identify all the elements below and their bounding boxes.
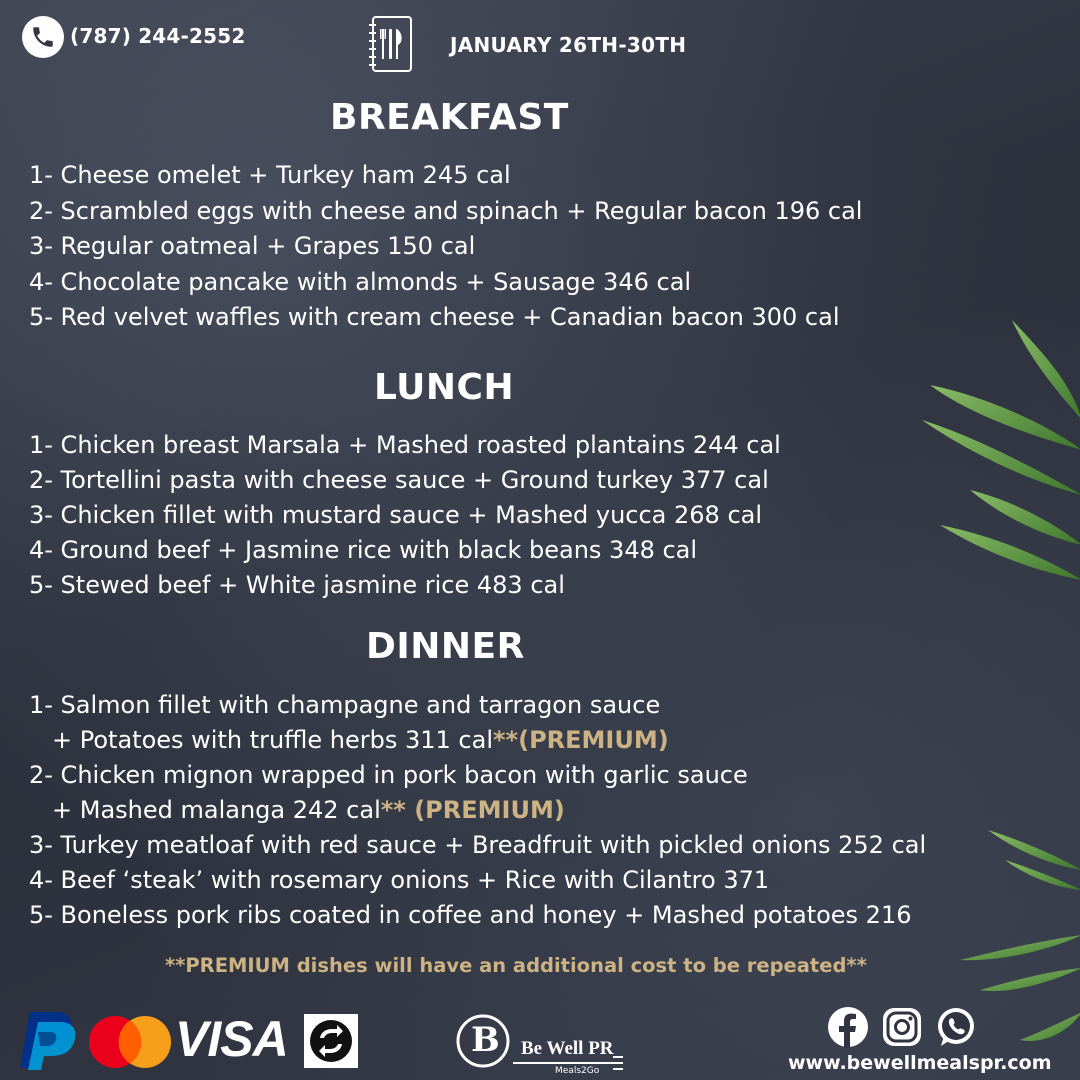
phone-number[interactable]: (787) 244-2552 <box>70 24 246 48</box>
website-link[interactable]: www.bewellmealspr.com <box>788 1052 1052 1074</box>
list-item-text: + Potatoes with truffle herbs 311 cal <box>52 726 493 754</box>
logo-letter: B <box>471 1020 500 1060</box>
dinner-list <box>29 688 926 933</box>
be-well-logo <box>455 1005 630 1080</box>
paypal-icon <box>16 1010 78 1070</box>
list-item: 5- Stewed beef + White jasmine rice 483 cal <box>29 571 565 599</box>
brand-name: Be Well PR <box>521 1038 614 1059</box>
list-item: 1- Chicken breast Marsala + Mashed roasted plantains 244 cal <box>29 431 781 459</box>
list-item: 1- Salmon fillet with champagne and tarragon sauce <box>29 691 661 719</box>
list-item-text: + Mashed malanga 242 cal <box>52 796 381 824</box>
dinner-title: DINNER <box>366 626 525 667</box>
date-range: JANUARY 26TH-30TH <box>450 33 687 57</box>
premium-tag: ** (PREMIUM) <box>380 796 565 824</box>
list-item: 2- Scrambled eggs with cheese and spinach + Regular bacon 196 cal <box>29 196 863 225</box>
premium-footnote: **PREMIUM dishes will have an additional cost to be repeated** <box>165 954 867 977</box>
list-item: 2- Tortellini pasta with cheese sauce + Ground turkey 377 cal <box>29 466 769 494</box>
list-item: 2- Chicken mignon wrapped in pork bacon with garlic sauce <box>29 761 748 789</box>
menu-book-icon <box>367 15 413 73</box>
facebook-icon[interactable] <box>827 1006 869 1048</box>
sync-icon <box>304 1014 358 1068</box>
breakfast-title: BREAKFAST <box>330 97 569 138</box>
list-item: 1- Cheese omelet + Turkey ham 245 cal <box>29 161 511 189</box>
mastercard-icon <box>88 1015 172 1069</box>
whatsapp-icon[interactable] <box>935 1006 977 1048</box>
list-item-continuation <box>29 793 926 828</box>
list-item-continuation <box>29 723 926 758</box>
rosemary-leaves-decoration <box>900 300 1080 1080</box>
list-item: 5- Red velvet waffles with cream cheese + Canadian bacon 300 cal <box>29 303 840 331</box>
lunch-title: LUNCH <box>374 367 515 408</box>
phone-icon[interactable] <box>22 16 64 58</box>
brand-tagline: Meals2Go <box>555 1066 600 1076</box>
visa-logo: VISA <box>175 1011 288 1067</box>
list-item: 4- Beef ‘steak’ with rosemary onions + Rice with Cilantro 371 <box>29 866 770 894</box>
instagram-icon[interactable] <box>881 1006 923 1048</box>
list-item: 3- Turkey meatloaf with red sauce + Breadfruit with pickled onions 252 cal <box>29 831 927 859</box>
breakfast-list <box>29 158 862 336</box>
list-item: 4- Chocolate pancake with almonds + Sausage 346 cal <box>29 267 692 296</box>
lunch-list <box>29 428 781 603</box>
list-item: 3- Regular oatmeal + Grapes 150 cal <box>29 232 476 260</box>
list-item: 3- Chicken fillet with mustard sauce + Mashed yucca 268 cal <box>29 501 763 529</box>
list-item: 5- Boneless pork ribs coated in coffee and honey + Mashed potatoes 216 <box>29 901 912 929</box>
premium-tag: **(PREMIUM) <box>493 726 669 754</box>
list-item: 4- Ground beef + Jasmine rice with black beans 348 cal <box>29 536 698 564</box>
